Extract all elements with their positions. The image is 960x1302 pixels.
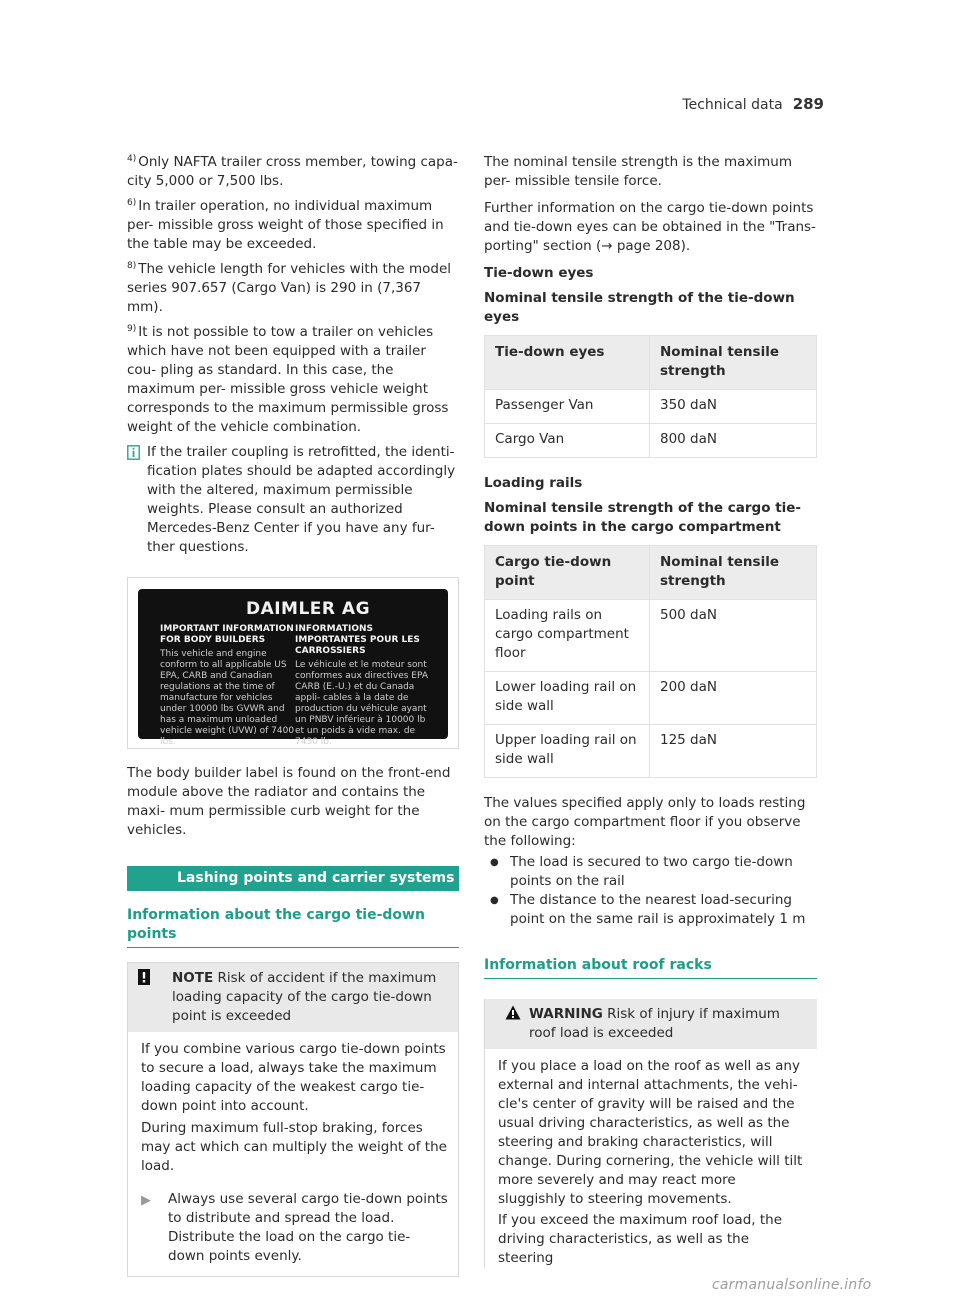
right-column xyxy=(484,153,817,1270)
plate-french: INFORMATIONS IMPORTANTES POUR LES CARROSSIERS Le véhicule et le moteur sont conformes aux directives EPA CARB (E.-U.) et du Canada appli- cables à la date de production du véhicule ayant un PNBV inférieur à 10000 lb et un poids à vide max. de 7430 lb. xyxy=(295,624,428,747)
subhead-roof-racks: Information about roof racks xyxy=(484,956,817,979)
warning-paragraph: If you place a load on the roof as well as any external and internal attachments, the vehi- cle's center of gravity will be raised and the usual driving characteristics, as well as the steering and braking characteristics, will change. During cornering, the vehicle will tilt more severely and may react more sluggishly to steering movements. xyxy=(498,1058,803,1207)
list-item: ● The distance to the nearest load-securing point on the same rail is approximately 1 m xyxy=(490,892,806,927)
bullet-icon: ● xyxy=(490,895,499,906)
notice-title: Risk of accident if the maximum loading capacity of the cargo tie-down point is exceeded xyxy=(172,970,437,1024)
plate-english: IMPORTANT INFORMATION FOR BODY BUILDERS This vehicle and engine conform to all applicable US EPA, CARB and Canadian regulations at the time of manufacture for vehicles under 10000 lbs GVWR and has a maximum unloaded vehicle weight (UVW) of 7400 lbs. xyxy=(160,624,295,747)
footnote-4: $^{4)}$ Only NAFTA trailer cross member, towing capa- city 5,000 or 7,500 lbs. xyxy=(127,154,458,189)
table-row: Passenger Van 350 daN xyxy=(485,390,817,424)
table-header-row: Tie-down eyes Nominal tensile strength xyxy=(485,336,817,390)
warning-body xyxy=(485,1049,817,1268)
warning-paragraph: If you exceed the maximum roof load, the driving characteristics, as well as the steering xyxy=(498,1212,783,1266)
table-loading-rails xyxy=(484,545,817,778)
table-tie-down-eyes xyxy=(484,335,817,458)
left-column xyxy=(127,153,459,1277)
notice-box xyxy=(127,962,459,1277)
plate-title: DAIMLER AG xyxy=(245,599,371,619)
notice-body xyxy=(128,1032,458,1276)
table-row: Loading rails on cargo compartment floor 500 daN xyxy=(485,600,817,672)
notice-paragraph: During maximum full-stop braking, forces may act which can multiply the weight of the load. xyxy=(141,1120,447,1174)
tensile-definition: The nominal tensile strength is the maximum per- missible tensile force. xyxy=(484,154,792,189)
warning-label: WARNING xyxy=(529,1006,603,1022)
info-note-text: If the trailer coupling is retrofitted, the identi- fication plates should be adapted accordingly with the altered, maximum permissible weights. Please consult an authorized Mercedes-Benz Center if you have any fur- ther questions. xyxy=(147,444,456,555)
exclamation-icon xyxy=(138,969,172,1026)
list-item: ● The load is secured to two cargo tie-down points on the rail xyxy=(490,854,793,889)
heading-loading-rails: Loading rails xyxy=(484,475,583,491)
warning-title: Risk of injury if maximum roof load is exceeded xyxy=(529,1006,780,1041)
table-header-row: Cargo tie-down point Nominal tensile strength xyxy=(485,546,817,600)
notice-label: NOTE xyxy=(172,970,214,986)
warning-box xyxy=(484,999,817,1268)
page-number: 289 xyxy=(792,95,824,113)
footnote-6: $^{6)}$ In trailer operation, no individual maximum per- missible gross weight of those specified in the table may be exceeded. xyxy=(127,198,444,252)
values-text: The values specified apply only to loads resting on the cargo compartment floor if you observe the following: xyxy=(484,795,806,849)
table-row: Lower loading rail on side wall 200 daN xyxy=(485,672,817,725)
table-row: Cargo Van 800 daN xyxy=(485,424,817,458)
notice-paragraph: If you combine various cargo tie-down points to secure a load, always take the maximum loading capacity of the weakest cargo tie- down point into account. xyxy=(141,1041,446,1114)
heading-eyes-table: Nominal tensile strength of the tie-down eyes xyxy=(484,290,795,325)
notice-header xyxy=(128,963,458,1032)
header-section: Technical data xyxy=(682,97,783,113)
further-info: Further information on the cargo tie-down points and tie-down eyes can be obtained in the "Trans- porting" section (→ page 208). xyxy=(484,200,816,254)
info-icon xyxy=(127,443,147,557)
footnote-8: $^{8)}$ The vehicle length for vehicles with the model series 907.657 (Cargo Van) is 290 in (7,367 mm). xyxy=(127,261,452,315)
notice-step: ▶ Always use several cargo tie-down points to distribute and spread the load. Distribute the load on the cargo tie- down points evenly. xyxy=(141,1191,448,1264)
triangle-right-icon: ▶ xyxy=(141,1193,151,1208)
bullet-icon: ● xyxy=(490,857,499,868)
warning-triangle-icon xyxy=(505,1005,529,1043)
heading-tie-down-eyes: Tie-down eyes xyxy=(484,265,594,281)
heading-rails-table: Nominal tensile strength of the cargo tie- down points in the cargo compartment xyxy=(484,500,802,535)
warning-header xyxy=(485,999,817,1049)
watermark: carmanualsonline.info xyxy=(712,1277,872,1293)
footnote-9: $^{9)}$ It is not possible to tow a trailer on vehicles which have not been equipped with a trailer cou- pling as standard. In this case, the maximum per- missible gross vehicle weight corresponds to the maximum permissible gross weight of the vehicle combination. xyxy=(127,324,449,435)
body-builder-label-image xyxy=(127,577,459,749)
label-plate xyxy=(138,589,448,747)
section-title-bar: Lashing points and carrier systems xyxy=(127,866,459,891)
subhead-tie-down: Information about the cargo tie-down points xyxy=(127,906,459,948)
running-header xyxy=(682,95,824,115)
info-note xyxy=(127,443,459,557)
body-builder-text: The body builder label is found on the front-end module above the radiator and contains the maxi- mum permissible curb weight for the vehicles. xyxy=(127,765,451,838)
table-row: Upper loading rail on side wall 125 daN xyxy=(485,725,817,778)
